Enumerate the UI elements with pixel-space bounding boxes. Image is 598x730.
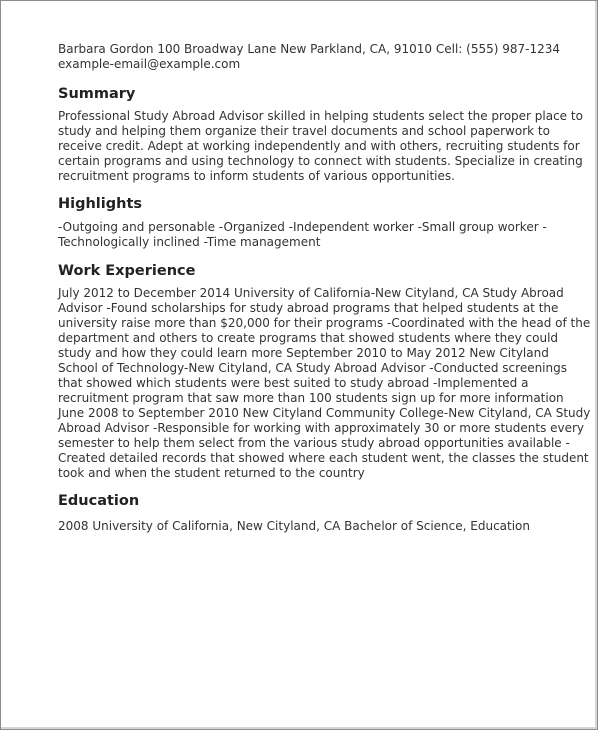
education-text: 2008 University of California, New Cityland, CA Bachelor of Science, Education xyxy=(58,519,531,533)
work-experience-text: July 2012 to December 2014 University of California-New Cityland, CA Study Abroad Advisor -Found scholarships for study abroad programs that helped students at the university raise more than $20,000 for their programs -Coordinated with the head of the department and others to create programs that showed students where they could study and how they could learn more September 2010 to May 2012 New Cityland School of Technology-New Cityland, CA Study Abroad Advisor -Conducted screenings that showed which students were best suited to study abroad -Implemented a recruitment program that saw more than 100 students sign up for more information June 2008 to September 2010 New Cityland Community College-New Cityland, CA Study Abroad Advisor -Responsible for working with approximately 30 or more students every semester to help them select from the various study abroad opportunities available -Created detailed records that showed where each student went, the classes the student took and when the student returned to the country xyxy=(58,286,591,480)
work-experience-heading: Work Experience xyxy=(58,263,196,279)
contact-info: Barbara Gordon 100 Broadway Lane New Parkland, CA, 91010 Cell: (555) 987-1234 example-email@example.com xyxy=(58,42,561,71)
highlights-heading: Highlights xyxy=(58,196,143,212)
education-heading: Education xyxy=(58,493,140,509)
summary-text: Professional Study Abroad Advisor skilled in helping students select the proper place to study and helping them organize their travel documents and school paperwork to receive credit. Adept at working independently and with others, recruiting students for certain programs and using technology to connect with students. Specialize in creating recruitment programs to inform students of various opportunities. xyxy=(58,109,583,183)
summary-heading: Summary xyxy=(58,86,136,102)
resume-content xyxy=(58,42,591,534)
highlights-text: -Outgoing and personable -Organized -Independent worker -Small group worker -Technologically inclined -Time management xyxy=(58,220,547,249)
